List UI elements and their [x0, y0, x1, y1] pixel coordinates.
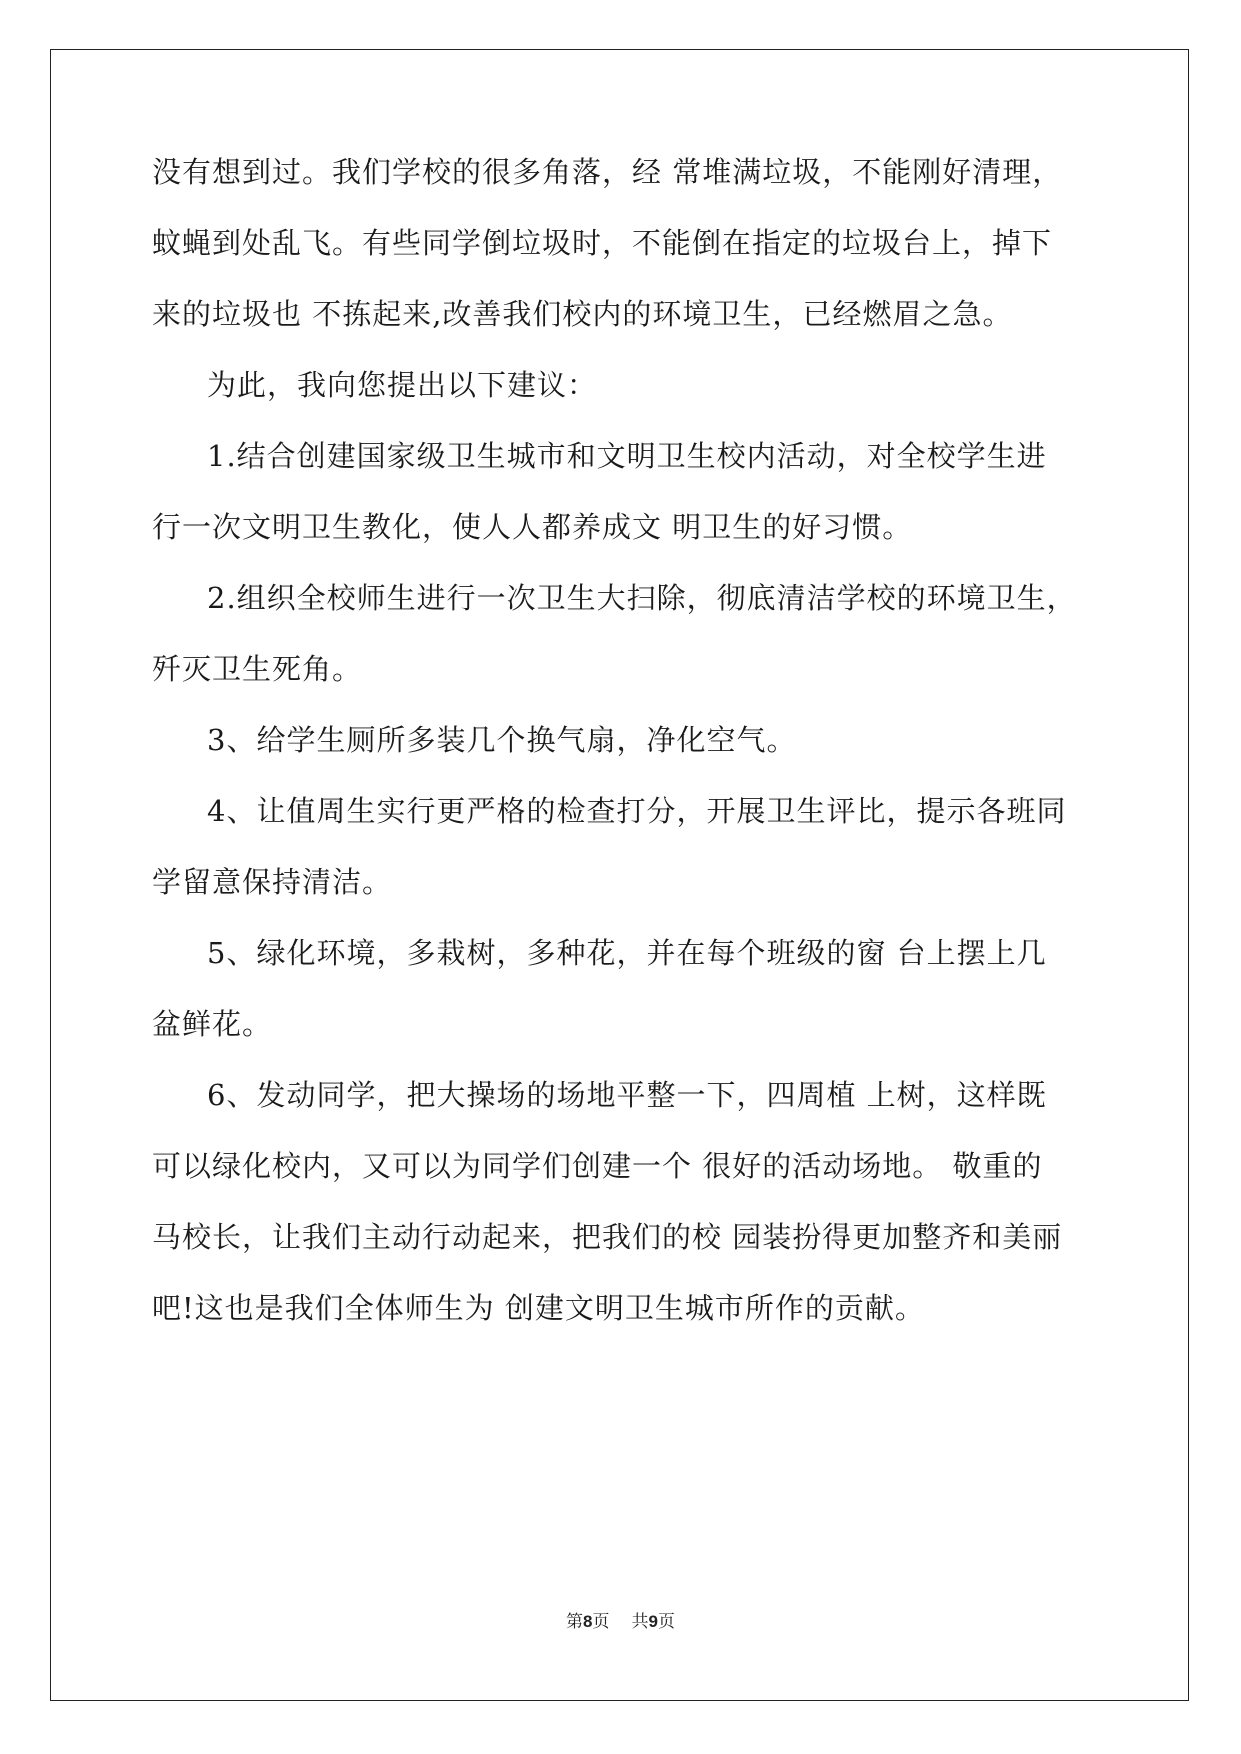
text-line: 盆鲜花。: [152, 1007, 273, 1041]
text-line: 没有想到过。我们学校的很多角落，经 常堆满垃圾，不能刚好清理，: [152, 155, 1063, 189]
text-line: 来的垃圾也 不拣起来,改善我们校内的环境卫生，已经燃眉之急。: [152, 297, 1013, 331]
paragraph-first-line: 5、绿化环境，多栽树，多种花，并在每个班级的窗 台上摆上几: [207, 936, 1047, 970]
total-prefix: 共: [631, 1612, 649, 1632]
page-suffix: 页: [592, 1612, 610, 1632]
paragraph-first-line: 为此，我向您提出以下建议：: [207, 368, 598, 402]
total-pages: 9: [648, 1612, 658, 1631]
page-prefix: 第: [566, 1612, 584, 1632]
text-line: 吧!这也是我们全体师生为 创建文明卫生城市所作的贡献。: [152, 1291, 925, 1325]
paragraph-first-line: 6、发动同学，把大操场的场地平整一下，四周植 上树，这样既: [207, 1078, 1047, 1112]
paragraph-first-line: 3、给学生厕所多装几个换气扇，净化空气。: [207, 723, 797, 757]
text-line: 蚊蝇到处乱飞。有些同学倒垃圾时，不能倒在指定的垃圾台上，掉下: [152, 226, 1053, 260]
page-footer: [0, 1611, 1241, 1633]
paragraph-first-line: 1.结合创建国家级卫生城市和文明卫生校内活动，对全校学生进: [207, 439, 1047, 473]
total-suffix: 页: [657, 1612, 675, 1632]
paragraph-first-line: 4、让值周生实行更严格的检查打分，开展卫生评比，提示各班同: [207, 794, 1067, 828]
text-line: 马校长，让我们主动行动起来，把我们的校 园装扮得更加整齐和美丽: [152, 1220, 1063, 1254]
page-number: 8: [583, 1612, 593, 1631]
paragraph-first-line: 2.组织全校师生进行一次卫生大扫除，彻底清洁学校的环境卫生，: [207, 581, 1077, 615]
text-line: 可以绿化校内，又可以为同学们创建一个 很好的活动场地。 敬重的: [152, 1149, 1043, 1183]
text-line: 歼灭卫生死角。: [152, 652, 363, 686]
text-line: 行一次文明卫生教化，使人人都养成文 明卫生的好习惯。: [152, 510, 913, 544]
text-line: 学留意保持清洁。: [152, 865, 393, 899]
